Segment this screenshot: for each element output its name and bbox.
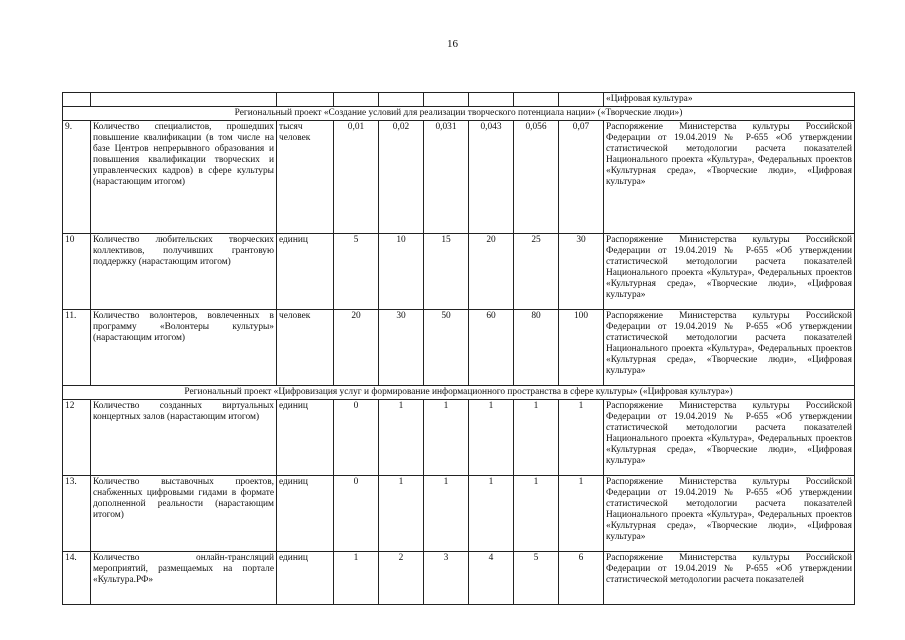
value-cell: 15 (424, 234, 469, 310)
indicator-name: Количество выставочных проектов, снабженных цифровыми гидами в формате дополненной реальности (нарастающим итогом) (91, 476, 277, 552)
value-cell: 1 (514, 400, 559, 476)
table-cell (63, 93, 91, 107)
table-row (63, 552, 855, 605)
section-row (63, 386, 855, 400)
value-cell: 6 (559, 552, 604, 605)
unit-cell: единиц (277, 234, 334, 310)
value-cell: 50 (424, 310, 469, 386)
table-cell (277, 93, 334, 107)
section-title: Региональный проект «Цифровизация услуг и формирование информационного пространства в сфере культуры» («Цифровая культура») (63, 386, 855, 400)
indicator-name: Количество онлайн-трансляций мероприятий, размещаемых на портале «Культура.РФ» (91, 552, 277, 605)
value-cell: 0,02 (379, 121, 424, 234)
indicators-table (62, 92, 855, 605)
value-cell: 1 (559, 400, 604, 476)
row-number: 11. (63, 310, 91, 386)
value-cell: 20 (469, 234, 514, 310)
value-cell: 0,056 (514, 121, 559, 234)
indicator-name: Количество любительских творческих коллективов, получивших грантовую поддержку (нарастающим итогом) (91, 234, 277, 310)
row-number: 9. (63, 121, 91, 234)
value-cell: 0,043 (469, 121, 514, 234)
section-row (63, 107, 855, 121)
value-cell: 0,031 (424, 121, 469, 234)
value-cell: 80 (514, 310, 559, 386)
table-cell (334, 93, 379, 107)
value-cell: 0,07 (559, 121, 604, 234)
value-cell: 2 (379, 552, 424, 605)
row-number: 13. (63, 476, 91, 552)
value-cell: 30 (559, 234, 604, 310)
table-cell (559, 93, 604, 107)
value-cell: 30 (379, 310, 424, 386)
value-cell: 1 (379, 476, 424, 552)
value-cell: 20 (334, 310, 379, 386)
value-cell: 1 (559, 476, 604, 552)
value-cell: 1 (514, 476, 559, 552)
value-cell: 0,01 (334, 121, 379, 234)
table-row (63, 234, 855, 310)
value-cell: 0 (334, 476, 379, 552)
table-cell (514, 93, 559, 107)
row-number: 10 (63, 234, 91, 310)
document-cell: Распоряжение Министерства культуры Российской Федерации от 19.04.2019 № Р-655 «Об утверждении статистической методологии расчета показателей Национального проекта «Культура», Федеральных проектов «Культурная среда», «Творческие люди», «Цифровая культура» (604, 400, 855, 476)
document-cell: Распоряжение Министерства культуры Российской Федерации от 19.04.2019 № Р-655 «Об утверждении статистической методологии расчета показателей Национального проекта «Культура», Федеральных проектов «Культурная среда», «Творческие люди», «Цифровая культура» (604, 476, 855, 552)
value-cell: 1 (469, 476, 514, 552)
value-cell: 1 (334, 552, 379, 605)
table-cell (91, 93, 277, 107)
section-title: Региональный проект «Создание условий для реализации творческого потенциала нации» («Творческие люди») (63, 107, 855, 121)
unit-cell: тысяч человек (277, 121, 334, 234)
document-cell: «Цифровая культура» (604, 93, 855, 107)
value-cell: 1 (379, 400, 424, 476)
row-number: 14. (63, 552, 91, 605)
table-row (63, 400, 855, 476)
page-number: 16 (447, 38, 458, 50)
unit-cell: единиц (277, 400, 334, 476)
table-row (63, 476, 855, 552)
value-cell: 1 (424, 400, 469, 476)
indicator-name: Количество волонтеров, вовлеченных в программу «Волонтеры культуры» (нарастающим итогом) (91, 310, 277, 386)
value-cell: 1 (469, 400, 514, 476)
table-row (63, 93, 855, 107)
value-cell: 3 (424, 552, 469, 605)
document-cell: Распоряжение Министерства культуры Российской Федерации от 19.04.2019 № Р-655 «Об утверждении статистической методологии расчета показателей (604, 552, 855, 605)
value-cell: 10 (379, 234, 424, 310)
value-cell: 0 (334, 400, 379, 476)
value-cell: 5 (514, 552, 559, 605)
document-cell: Распоряжение Министерства культуры Российской Федерации от 19.04.2019 № Р-655 «Об утверждении статистической методологии расчета показателей Национального проекта «Культура», Федеральных проектов «Культурная среда», «Творческие люди», «Цифровая культура» (604, 234, 855, 310)
value-cell: 1 (424, 476, 469, 552)
value-cell: 5 (334, 234, 379, 310)
row-number: 12 (63, 400, 91, 476)
value-cell: 4 (469, 552, 514, 605)
unit-cell: единиц (277, 552, 334, 605)
indicator-name: Количество созданных виртуальных концертных залов (нарастающим итогом) (91, 400, 277, 476)
table-cell (379, 93, 424, 107)
indicator-name: Количество специалистов, прошедших повышение квалификации (в том числе на базе Центров непрерывного образования и повышения квалификации творческих и управленческих кадров) в сфере культуры (нарастающим итогом) (91, 121, 277, 234)
table-row (63, 310, 855, 386)
value-cell: 60 (469, 310, 514, 386)
table-row (63, 121, 855, 234)
value-cell: 25 (514, 234, 559, 310)
unit-cell: единиц (277, 476, 334, 552)
unit-cell: человек (277, 310, 334, 386)
document-cell: Распоряжение Министерства культуры Российской Федерации от 19.04.2019 № Р-655 «Об утверждении статистической методологии расчета показателей Национального проекта «Культура», Федеральных проектов «Культурная среда», «Творческие люди», «Цифровая культура» (604, 310, 855, 386)
document-cell: Распоряжение Министерства культуры Российской Федерации от 19.04.2019 № Р-655 «Об утверждении статистической методологии расчета показателей Национального проекта «Культура», Федеральных проектов «Культурная среда», «Творческие люди», «Цифровая культура» (604, 121, 855, 234)
value-cell: 100 (559, 310, 604, 386)
table-cell (424, 93, 469, 107)
table-cell (469, 93, 514, 107)
